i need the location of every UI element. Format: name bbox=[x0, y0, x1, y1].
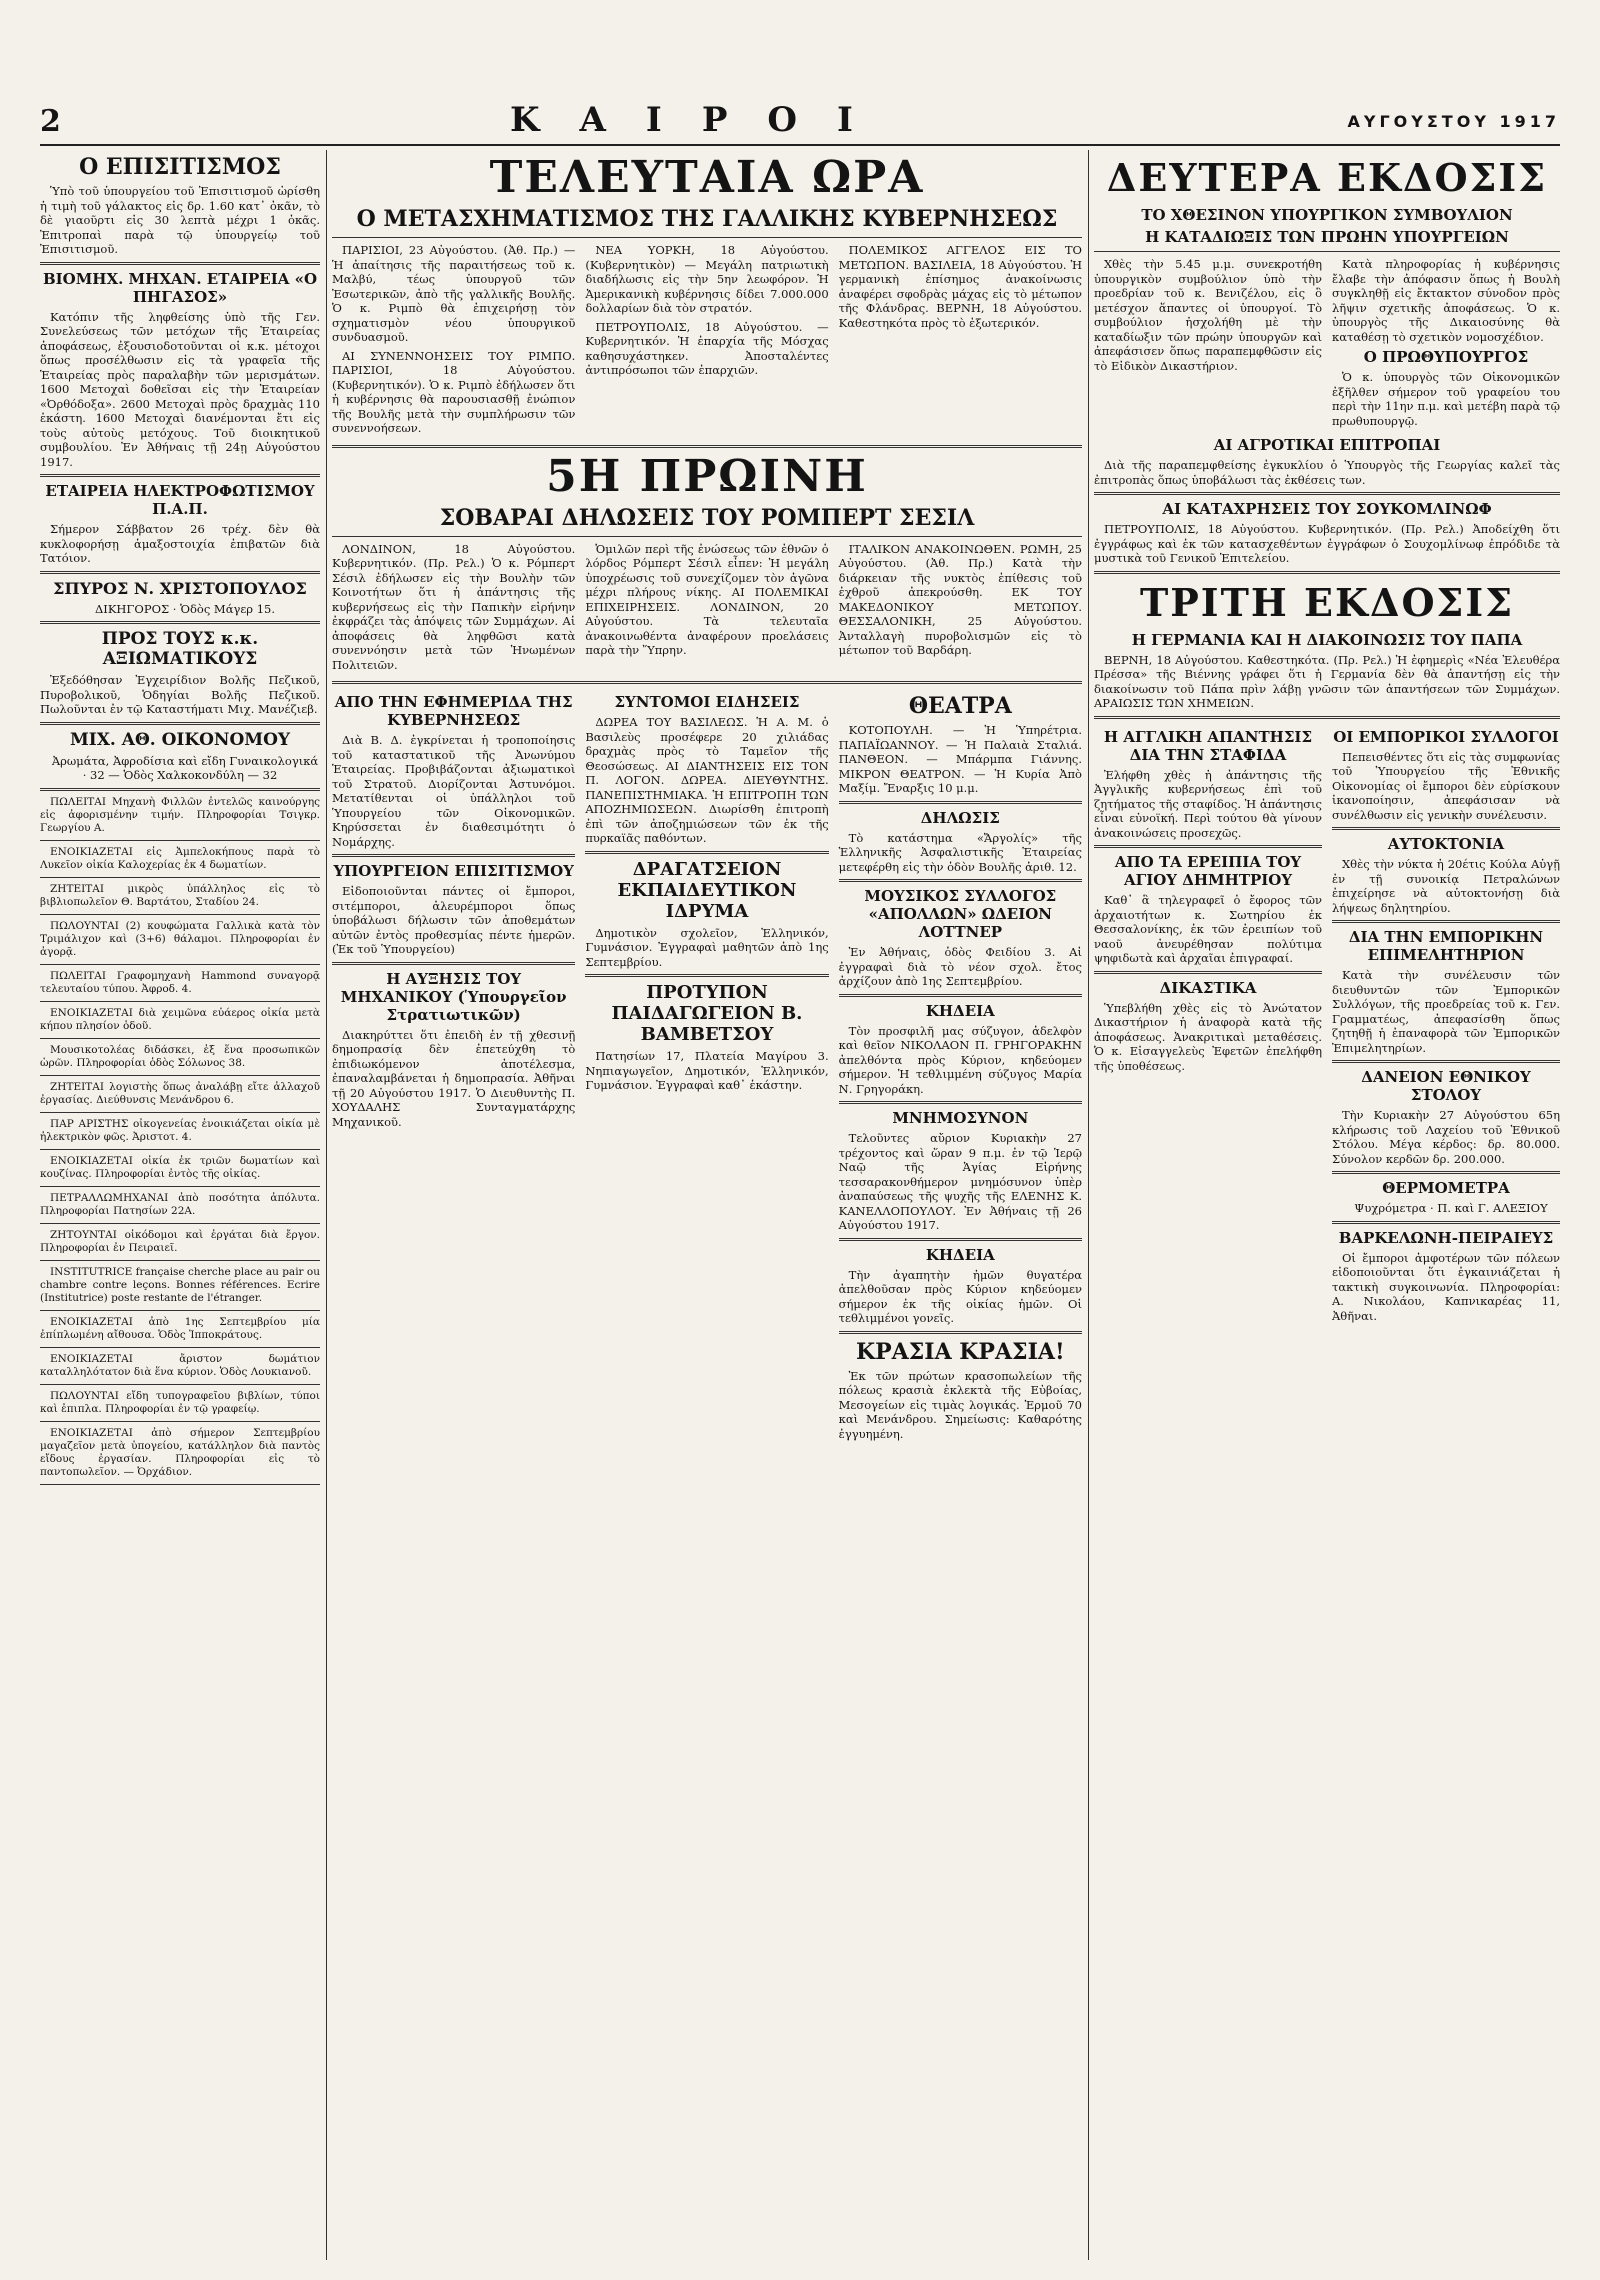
news-block-4 bbox=[1094, 724, 1560, 1328]
column-right bbox=[1094, 150, 1560, 1327]
heading-emporikoi: ΟΙ ΕΜΠΟΡΙΚΟΙ ΣΥΛΛΟΓΟΙ bbox=[1333, 727, 1559, 746]
divider bbox=[40, 1484, 320, 1485]
text-dikastika: Ὑπεβλήθη χθὲς εἰς τὸ Ἀνώτατον Δικαστήριον ἡ ἀναφορὰ κατὰ τῆς ἀποφάσεως. Ἀνακριτικαὶ μεταθέσεις. Ὁ κ. Εἰσαγγελεὺς Ἐφετῶν ἐπελήφθη τῆς ὑποθέσεως. bbox=[1094, 1000, 1322, 1073]
divider bbox=[332, 681, 1082, 684]
text-efimeris: Διὰ Β. Δ. ἐγκρίνεται ἡ τροποποίησις τοῦ καταστατικοῦ τῆς Ἀνωνύμου Ἑταιρείας. Προβιβάζονται ἀξιωματικοὶ τοῦ Στρατοῦ. Διορίζονται Ἀστυνόμοι. Μετατίθενται οἱ ὑπάλληλοι τοῦ Ὑπουργείου τῶν Οἰκονομικῶν. Κηρύσσεται ἐν διαθεσιμότητι ὁ Νομάρχης. bbox=[332, 733, 576, 849]
heading-kideia-2: ΚΗΔΕΙΑ bbox=[925, 1245, 995, 1264]
heading-episitismos: Ο ΕΠΙΣΙΤΙΣΜΟΣ bbox=[79, 154, 281, 180]
headline-triti-ekdosis: ΤΡΙΤΗ ΕΚΔΟΣΙΣ bbox=[1139, 579, 1515, 625]
divider bbox=[1332, 1171, 1560, 1174]
text-mixanikon: Διακηρύττει ὅτι ἐπειδὴ ἐν τῇ χθεσινῇ δημοπρασίᾳ δὲν ἐπετεύχθη τὸ ἐπιδιωκόμενον ἀποτέλεσμα, ἐπαναλαμβάνεται ἡ δημοπρασία. Ἀθῆναι τῇ 20 Αὐγούστου 1917. Ὁ Διευθυντὴς Π. ΧΟΥΔΑΛΗΣ Συνταγματάρχης Μηχανικοῦ. bbox=[332, 1027, 576, 1129]
lower-center-columns bbox=[332, 689, 1082, 1445]
text-soukomlinof: ΠΕΤΡΟΥΠΟΛΙΣ, 18 Αὐγούστου. Κυβερνητικόν. (Πρ. Ρελ.) Ἀποδείχθη ὅτι ἐγγράφως καὶ ἐκ τῶν κατασχεθέντων ἐγγράφων ὁ Σουχομλίνωφ ἐπρόδιδε τὰ μυστικὰ τοῦ Γενικοῦ Ἐπιτελείου. bbox=[1094, 522, 1560, 565]
text-prothypourgos: Ὁ κ. ὑπουργὸς τῶν Οἰκονομικῶν ἐξῆλθεν σήμερον τοῦ γραφείου του περὶ τὴν 11ην π.μ. καὶ μετέβη παρὰ τῷ πρωθυπουργῷ. bbox=[1332, 370, 1560, 428]
column-center bbox=[332, 150, 1082, 1445]
divider bbox=[839, 994, 1082, 997]
news-block-3 bbox=[1094, 257, 1560, 432]
heading-dikastika: ΔΙΚΑΣΤΙΚΑ bbox=[1159, 978, 1257, 997]
classified-ad: ΠΩΛΕΙΤΑΙ Μηχανὴ Φιλλῶν ἐντελῶς καινούργης εἰς ἀφορισμένην τιμήν. Πληροφορίαι Τσιγκρ. Γεωργίου Α. bbox=[40, 795, 320, 834]
heading-dilosis: ΔΗΛΩΣΙΣ bbox=[920, 808, 1000, 827]
heading-soukomlinof: ΑΙ ΚΑΤΑΧΡΗΣΕΙΣ ΤΟΥ ΣΟΥΚΟΜΛΙΝΩΦ bbox=[1162, 500, 1492, 518]
headline-proini: 5Η ΠΡΩΙΝΗ bbox=[546, 450, 868, 502]
heading-dragatseion: ΔΡΑΓΑΤΣΕΙΟΝ ΕΚΠΑΙΔΕΥΤΙΚΟΝ ΙΔΡΥΜΑ bbox=[617, 858, 797, 922]
text-ypourgeio-epis: Εἰδοποιοῦνται πάντες οἱ ἔμποροι, σιτέμποροι, ἀλευρέμποροι ὅπως ὑποβάλωσι δήλωσιν τῶν ἀποθεμάτων αὐτῶν ἐντὸς προθεσμίας πέντε ἡμερῶν. (Ἐκ τοῦ Ὑπουργείου) bbox=[332, 884, 576, 956]
divider bbox=[40, 914, 320, 915]
news-petroupolis: ΠΕΤΡΟΥΠΟΛΙΣ, 18 Αὐγούστου. — Κυβερνητικόν. Ἡ ἐπαρχία τῆς Μόσχας καθησυχάστηκεν. Ἀποσταλέντες ἀντιπρόσωποι τῶν ἐπαρχιῶν. bbox=[585, 319, 829, 377]
divider bbox=[1094, 492, 1560, 495]
divider bbox=[40, 722, 320, 725]
divider bbox=[332, 962, 575, 965]
divider bbox=[839, 879, 1082, 882]
heading-theatra: ΘΕΑΤΡΑ bbox=[908, 693, 1012, 719]
classified-ad: ΕΝΟΙΚΙΑΖΕΤΑΙ οἰκία ἐκ τριῶν δωματίων καὶ κουζίνας. Πληροφορίαι ἐντὸς τῆς οἰκίας. bbox=[40, 1154, 320, 1180]
news-italy-macedonia: ΙΤΑΛΙΚΟΝ ΑΝΑΚΟΙΝΩΘΕΝ. ΡΩΜΗ, 25 Αὐγούστου. (Ἀθ. Πρ.) Κατὰ τὴν διάρκειαν τῆς νυκτὸς ἐπίθεσις τοῦ ἐχθροῦ ἀπεκρούσθη. ΕΚ ΤΟΥ ΜΑΚΕΔΟΝΙΚΟΥ ΜΕΤΩΠΟΥ. ΘΕΣΣΑΛΟΝΙΚΗ, 25 Αὐγούστου. Ἀνταλλαγὴ πυροβολισμῶν εἰς τὸ μέτωπον τοῦ Βαρδάρη. bbox=[838, 541, 1082, 657]
text-spyros: ΔΙΚΗΓΟΡΟΣ · Ὁδὸς Μάγερ 15. bbox=[94, 601, 276, 616]
heading-efimeris: ΑΠΟ ΤΗΝ ΕΦΗΜΕΡΙΔΑ ΤΗΣ ΚΥΒΕΡΝΗΣΕΩΣ bbox=[334, 693, 573, 729]
divider bbox=[40, 1223, 320, 1224]
text-aksiomatikous: Ἐξεδόθησαν Ἐγχειρίδιον Βολῆς Πεζικοῦ, Πυροβολικοῦ, Ὁδηγίαι Βολῆς Πεζικοῦ. Πωλοῦνται ἐν τῷ Καταστήματι Μιχ. Μανέζιεβ. bbox=[40, 673, 320, 716]
headline-teleutaia-ora: ΤΕΛΕΥΤΑΙΑ ΩΡΑ bbox=[489, 152, 925, 203]
text-emporiko-epimelitirio: Κατὰ τὴν συνέλευσιν τῶν διευθυντῶν τῶν Ἐμπορικῶν Συλλόγων, τῆς προεδρείας τοῦ κ. Γεν. Γραμματέως, ἀπεφασίσθη ὅπως ζητηθῇ ἡ ἐπαναφορὰ τῶν Ἐμπορικῶν Ἐπιμελητηρίων. bbox=[1332, 968, 1560, 1055]
divider bbox=[839, 1331, 1082, 1334]
classified-ad: ΠΑΡ ΑΡΙΣΤΗΣ οἰκογενείας ἐνοικιάζεται οἰκία μὲ ἠλεκτρικὸν φῶς. Ἀριστοτ. 4. bbox=[40, 1117, 320, 1143]
heading-daneion: ΔΑΝΕΙΟΝ ΕΘΝΙΚΟΥ ΣΤΟΛΟΥ bbox=[1361, 1068, 1531, 1104]
subheading-metasximatismos: Ο ΜΕΤΑΣΧΗΜΑΤΙΣΜΟΣ ΤΗΣ ΓΑΛΛΙΚΗΣ ΚΥΒΕΡΝΗΣΕΩΣ bbox=[356, 206, 1058, 232]
divider bbox=[839, 801, 1082, 804]
text-viomixania: Κατόπιν τῆς ληφθείσης ὑπὸ τῆς Γεν. Συνελεύσεως τῶν μετόχων τῆς Ἑταιρείας ἀποφάσεως, ἐξουσιοδοτοῦνται οἱ κ.κ. μέτοχοι ὅπως προσέλθωσιν εἰς τὰ γραφεῖα τῆς Ἑταιρείας πρὸς παραλαβὴν τῶν μερισμάτων. 1600 Μετοχαὶ δοθεῖσαι εἰς τὴν Ἑταιρείαν «Ὀρθόδοξα». 2600 Μετοχαὶ πρὸς δραχμὰς 110 ἑκάστη. 1600 Μετοχαὶ διανέμονται ἔτι εἰς τοὺς αὐτοὺς μετόχους. Τοῦ διοικητικοῦ συμβουλίου. Ἐν Ἀθήναις τῇ 24ῃ Αὐγούστου 1917. bbox=[40, 309, 320, 469]
heading-viomixania: ΒΙΟΜΗΧ. ΜΗΧΑΝ. ΕΤΑΙΡΕΙΑ «Ο ΠΗΓΑΣΟΣ» bbox=[42, 269, 318, 306]
divider bbox=[40, 1260, 320, 1261]
text-symvoulio: Χθὲς τὴν 5.45 μ.μ. συνεκροτήθη ὑπουργικὸν συμβούλιον ὑπὸ τὴν προεδρίαν τοῦ κ. Βενιζέλου, εἰς ὃ μετέσχον ἅπαντες οἱ ὑπουργοί. Τὸ συμβούλιον ἠσχολήθη μὲ τὴν καταδίωξιν τῶν πρώην ὑπουργῶν καὶ ἀπεφάσισεν ὅπως παραπεμφθῶσιν εἰς τὸ Εἰδικὸν Δικαστήριον. bbox=[1094, 257, 1322, 373]
heading-oikonomou: ΜΙΧ. ΑΘ. ΟΙΚΟΝΟΜΟΥ bbox=[69, 729, 291, 750]
subheading-ypourgiko: ΤΟ ΧΘΕΣΙΝΟΝ ΥΠΟΥΡΓΙΚΟΝ ΣΥΜΒΟΥΛΙΟΝ bbox=[1141, 206, 1513, 224]
news-sesil-speech: Ὁμιλῶν περὶ τῆς ἐνώσεως τῶν ἐθνῶν ὁ λόρδος Ρόμπερτ Σέσιλ εἶπεν: Ἡ μεγάλη ὑποχρέωσις τοῦ συνεχίζομεν τὸν ἀγῶνα μέχρι πλήρους νίκης. ΑΙ ΠΟΛΕΜΙΚΑΙ ΕΠΙΧΕΙΡΗΣΕΙΣ. ΛΟΝΔΙΝΟΝ, 20 Αὐγούστου. Τὰ τελευταῖα ἀνακοινωθέντα ἀναφέρουν προελάσεις παρὰ τὴν Ὕπρην. bbox=[585, 541, 829, 657]
heading-aksiomatikous: ΠΡΟΣ ΤΟΥΣ κ.κ. ΑΞΙΩΜΑΤΙΚΟΥΣ bbox=[101, 629, 259, 669]
classified-ad: ΕΝΟΙΚΙΑΖΕΤΑΙ ἀπὸ σήμερον Σεπτεμβρίου μαγαζεῖον μετὰ ὑπογείου, κατάλληλον διὰ παντὸς εἴδους ἐργασίαν. Πληροφορίαι εἰς τὸ παντοπωλεῖον. — Ὀρχάδιον. bbox=[40, 1426, 320, 1478]
heading-mnimosynon: ΜΝΗΜΟΣΥΝΟΝ bbox=[892, 1109, 1029, 1127]
divider bbox=[40, 788, 320, 791]
text-ereipia: Καθ᾽ ἃ τηλεγραφεῖ ὁ ἔφορος τῶν ἀρχαιοτήτων κ. Σωτηρίου ἐκ Θεσσαλονίκης, ἐκ τῶν ἐρειπίων τοῦ ναοῦ ἀνευρέθησαν πολύτιμα ψηφιδωτὰ καὶ ἀρχαῖαι ἐπιγραφαί. bbox=[1094, 893, 1322, 965]
divider bbox=[40, 474, 320, 477]
column-rule bbox=[326, 150, 327, 2260]
classified-ad: ΠΩΛΟΥΝΤΑΙ εἴδη τυπογραφεῖου βιβλίων, τύποι καὶ ἐπιπλα. Πληροφορίαι ἐν τῷ γραφείῳ. bbox=[40, 1389, 320, 1415]
divider bbox=[1332, 827, 1560, 830]
divider bbox=[1332, 1221, 1560, 1224]
classified-ad: ΖΗΤΟΥΝΤΑΙ οἰκόδομοι καὶ ἐργάται διὰ ἔργον. Πληροφορίαι ἐν Πειραιεῖ. bbox=[40, 1228, 320, 1254]
divider bbox=[839, 1238, 1082, 1241]
subheading-germania-papas: Η ΓΕΡΜΑΝΙΑ ΚΑΙ Η ΔΙΑΚΟΙΝΩΣΙΣ ΤΟΥ ΠΑΠΑ bbox=[1131, 630, 1523, 649]
text-agrotikai: Διὰ τῆς παραπεμφθείσης ἐγκυκλίου ὁ Ὑπουργὸς τῆς Γεωργίας καλεῖ τὰς ἐπιτροπὰς ὅπως ὑποβάλωσι τὰς ἐκθέσεις των. bbox=[1094, 458, 1560, 487]
divider bbox=[1332, 920, 1560, 923]
divider bbox=[40, 571, 320, 574]
text-paidagogeion: Πατησίων 17, Πλατεία Μαγίρου 3. Νηπιαγωγεῖον, Δημοτικόν, Ἑλληνικόν, Γυμνάσιον. Ἐγγραφαὶ καθ᾽ ἑκάστην. bbox=[585, 1049, 829, 1092]
page-number: 2 bbox=[40, 104, 61, 139]
divider bbox=[40, 1075, 320, 1076]
divider bbox=[332, 536, 1082, 537]
classified-ad: ΕΝΟΙΚΙΑΖΕΤΑΙ εἰς Ἀμπελοκήπους παρὰ τὸ Λυκεῖον οἰκία Καλοχερίας ἐκ 4 δωματίων. bbox=[40, 845, 320, 871]
divider bbox=[839, 1101, 1082, 1104]
subheading-katadioxis: Η ΚΑΤΑΔΙΩΞΙΣ ΤΩΝ ΠΡΩΗΝ ΥΠΟΥΡΓΕΙΩΝ bbox=[1145, 228, 1509, 246]
heading-etaireia: ΕΤΑΙΡΕΙΑ ΗΛΕΚΤΡΟΦΩΤΙΣΜΟΥ Π.Α.Π. bbox=[45, 482, 315, 518]
heading-emporiko-epimelitirio: ΔΙΑ ΤΗΝ ΕΜΠΟΡΙΚΗΝ ΕΠΙΜΕΛΗΤΗΡΙΟΝ bbox=[1348, 928, 1544, 964]
classified-ad: ΕΝΟΙΚΙΑΖΕΤΑΙ ἄριστον δωμάτιον καταλληλότατον διὰ ἕνα κύριον. Ὁδὸς Λουκιανοῦ. bbox=[40, 1352, 320, 1378]
text-emporikoi: Πεπεισθέντες ὅτι εἰς τὰς συμφωνίας τοῦ Ὑπουργείου τῆς Ἐθνικῆς Οἰκονομίας οἱ ἔμποροι δὲν εὑρίσκουν ἱκανοποίησιν, ἀπεφάσισαν νὰ συνέλθωσιν εἰς γενικὴν συνέλευσιν. bbox=[1332, 749, 1560, 822]
text-kideia-2: Τὴν ἀγαπητὴν ἡμῶν θυγατέρα ἀπελθοῦσαν πρὸς Κύριον κηδεύομεν σήμερον ἐκ τῆς οἰκίας ἡμῶν. Οἱ τεθλιμμένοι γονεῖς. bbox=[838, 1267, 1082, 1325]
text-mnimosynon: Τελοῦντες αὔριον Κυριακὴν 27 τρέχοντος καὶ ὥραν 9 π.μ. ἐν τῷ Ἱερῷ Ναῷ τῆς Ἁγίας Εἰρήνης τεσσαρακονθήμερον μνημόσυνον ὑπὲρ ἀναπαύσεως τῆς ψυχῆς τῆς ΕΛΕΝΗΣ Κ. ΚΑΝΕΛΛΟΠΟΥΛΟΥ. Ἐν Ἀθήναις τῇ 26 Αὐγούστου 1917. bbox=[838, 1131, 1082, 1232]
classified-ad: ΠΩΛΟΥΝΤΑΙ (2) κουφώματα Γαλλικὰ κατὰ τὸν Τριμάλιχον καὶ (3+6) θάλαμοι. Πληροφορίαι ἐν ἀγορᾷ. bbox=[40, 919, 320, 958]
column-left bbox=[40, 150, 320, 1490]
text-germania-papas: ΒΕΡΝΗ, 18 Αὐγούστου. Καθεστηκότα. (Πρ. Ρελ.) Ἡ ἐφημερὶς «Νέα Ἐλευθέρα Πρέσσα» τῆς Βιέννης γράφει ὅτι ἡ Γερμανία δὲν θὰ ἀπαντήσῃ εἰς τὴν διακοίνωσιν τοῦ Πάπα πρὶν λάβῃ γνῶσιν τῶν ἀπαντήσεων τῶν Συμμάχων. ΑΡΑΙΩΣΙΣ ΤΩΝ ΧΗΜΕΙΩΝ. bbox=[1094, 652, 1560, 710]
text-kideia-1: Τὸν προσφιλῆ μας σύζυγον, ἀδελφὸν καὶ θεῖον ΝΙΚΟΛΑΟΝ Π. ΓΡΗΓΟΡΑΚΗΝ ἀπελθόντα πρὸς Κύριον, κηδεύομεν σήμερον. Ἡ τεθλιμμένη σύζυγος Μαρία Ν. Γρηγοράκη. bbox=[838, 1023, 1082, 1096]
classified-ad: ΕΝΟΙΚΙΑΖΕΤΑΙ διὰ χειμῶνα εὐάερος οἰκία μετὰ κήπου πλησίον ὁδοῦ. bbox=[40, 1006, 320, 1032]
text-dilosis: Τὸ κατάστημα «Ἄργολίς» τῆς Ἑλληνικῆς Ἀσφαλιστικῆς Ἑταιρείας μετεφέρθη εἰς τὴν ὁδὸν Βουλῆς ἀριθ. 12. bbox=[838, 830, 1082, 874]
heading-prothypourgos: Ο ΠΡΩΘΥΠΟΥΡΓΟΣ bbox=[1363, 348, 1529, 366]
classified-ad: INSTITUTRICE française cherche place au pair ou chambre contre leçons. Bonnes références. Ecrire (Institutrice) poste restante de l'étranger. bbox=[40, 1265, 320, 1304]
divider bbox=[1094, 716, 1560, 719]
classifieds-list bbox=[40, 796, 320, 1485]
classified-ad: ΖΗΤΕΙΤΑΙ μικρὸς ὑπάλληλος εἰς τὸ βιβλιοπωλεῖον Θ. Βαρτάτου, Σταδίου 24. bbox=[40, 882, 320, 908]
divider bbox=[40, 262, 320, 265]
divider bbox=[1094, 971, 1322, 974]
classified-ad: ΠΩΛΕΙΤΑΙ Γραφομηχανὴ Hammond συναγορᾷ τελευταίου τύπου. Ἀφροδ. 4. bbox=[40, 969, 320, 995]
text-barkeloni: Οἱ ἔμποροι ἀμφοτέρων τῶν πόλεων εἰδοποιοῦνται ὅτι ἐγκαινιάζεται ἡ τακτικὴ συγκοινωνία. Πληροφορίαι: Α. Νικολάου, Καπνικαρέας 11, Ἀθῆναι. bbox=[1332, 1250, 1560, 1323]
divider bbox=[40, 1186, 320, 1187]
text-etaireia: Σήμερον Σάββατον 26 τρέχ. δὲν θὰ κυκλοφορήσῃ ἁμαξοστοιχία ἐπιβατῶν διὰ Τατόιον. bbox=[40, 522, 320, 565]
text-theatra: ΚΟΤΟΠΟΥΛΗ. — Ἡ Ὑπηρέτρια. ΠΑΠΑΪΩΑΝΝΟΥ. — Ἡ Παλαιὰ Σταλιά. ΠΑΝΘΕΟΝ. — Μπάρμπα Γιάννης. ΜΙΚΡΟΝ ΘΕΑΤΡΟΝ. — Ἡ Κυρία Ἀπὸ Μαξίμ. Ἔναρξις 10 μ.μ. bbox=[838, 723, 1082, 795]
text-krasia: Ἐκ τῶν πρώτων κρασοπωλείων τῆς πόλεως κρασιὰ ἐκλεκτὰ τῆς Εὐβοίας, Μεσογείων εἰς τιμὰς λογικάς. Ἑρμοῦ 70 καὶ Μενάνδρου. Σημείωσις: Καθαρότης ἐγγυημένη. bbox=[838, 1368, 1082, 1441]
heading-thermometra: ΘΕΡΜΟΜΕΤΡΑ bbox=[1382, 1179, 1510, 1197]
headline-deutera-ekdosis: ΔΕΥΤΕΡΑ ΕΚΔΟΣΙΣ bbox=[1106, 155, 1548, 200]
heading-staphida: Η ΑΓΓΛΙΚΗ ΑΠΑΝΤΗΣΙΣ ΔΙΑ ΤΗΝ ΣΤΑΦΙΔΑ bbox=[1103, 727, 1313, 764]
news-paris: ΠΑΡΙΣΙΟΙ, 23 Αὐγούστου. (Ἀθ. Πρ.) — Ἡ ἀπαίτησις τῆς παραιτήσεως τοῦ κ. Μαλβύ, τέως ὑπουργοῦ τῶν Ἐσωτερικῶν, ἀπὸ τῆς γαλλικῆς Βουλῆς. Ὁ κ. Ριμπὸ θὰ ἐπιχειρήσῃ τὸν σχηματισμὸν νέου ὑπουργικοῦ συνδυασμοῦ. bbox=[332, 243, 576, 344]
heading-autoktonia: ΑΥΤΟΚΤΟΝΙΑ bbox=[1387, 835, 1505, 853]
heading-krasia: ΚΡΑΣΙΑ ΚΡΑΣΙΑ! bbox=[856, 1338, 1065, 1365]
divider bbox=[40, 1347, 320, 1348]
text-staphida: Ἐλήφθη χθὲς ἡ ἀπάντησις τῆς Ἀγγλικῆς κυβερνήσεως ἐπὶ τοῦ ζητήματος τῆς σταφίδος. Ἡ ἀπάντησις εἶναι εὐνοϊκή. Περὶ τούτου θὰ γίνουν ἀνακοινώσεις προσεχῶς. bbox=[1094, 767, 1322, 840]
text-episitismos: Ὑπὸ τοῦ ὑπουργείου τοῦ Ἐπισιτισμοῦ ὡρίσθη ἡ τιμὴ τοῦ γάλακτος εἰς δρ. 1.60 κατ᾽ ὀκᾶν, τὸ δὲ γιαοῦρτι εἰς 30 λεπτὰ μέχρι 1 ὀκᾶς. Ἐπιτροπαὶ παρὰ τῷ ὑπουργείῳ τοῦ Ἐπισιτισμοῦ. bbox=[40, 184, 320, 256]
masthead-date: ΑΥΓΟΥΣΤΟΥ 1917 bbox=[1347, 112, 1560, 131]
divider bbox=[1094, 571, 1560, 574]
divider bbox=[332, 237, 1082, 238]
text-odeion: Ἐν Ἀθήναις, ὁδὸς Φειδίου 3. Αἱ ἐγγραφαὶ διὰ τὸ νέον σχολ. ἔτος ἀρχίζουν ἀπὸ 1ης Σεπτεμβρίου. bbox=[838, 945, 1082, 988]
divider bbox=[40, 1001, 320, 1002]
divider bbox=[40, 1384, 320, 1385]
text-daneion: Τὴν Κυριακὴν 27 Αὐγούστου 65η κλήρωσις τοῦ Λαχείου τοῦ Ἐθνικοῦ Στόλου. Μέγα κέρδος: δρ. 80.000. Σύνολον κερδῶν δρ. 200.000. bbox=[1332, 1108, 1560, 1166]
heading-odeion: ΜΟΥΣΙΚΟΣ ΣΥΛΛΟΓΟΣ «ΑΠΟΛΛΩΝ» ΩΔΕΙΟΝ ΛΟΤΤΝΕΡ bbox=[864, 887, 1057, 941]
divider bbox=[585, 974, 828, 977]
divider bbox=[40, 840, 320, 841]
heading-mixanikon: Η ΑΥΞΗΣΙΣ ΤΟΥ ΜΗΧΑΝΙΚΟΥ (Ὑπουργεῖον Στρατιωτικῶν) bbox=[340, 969, 567, 1024]
text-autoktonia: Χθὲς τὴν νύκτα ἡ 20έτις Κούλα Αὐγῇ ἐν τῇ συνοικίᾳ Πετραλώνων ἐπιχείρησε νὰ αὐτοκτονήσῃ διὰ λήψεως δηλητηρίου. bbox=[1332, 857, 1560, 915]
divider bbox=[40, 964, 320, 965]
text-thermometra: Ψυχρόμετρα · Π. καὶ Γ. ΑΛΕΞΙΟΥ bbox=[1354, 1201, 1548, 1215]
divider bbox=[1332, 1060, 1560, 1063]
divider bbox=[40, 1421, 320, 1422]
column-rule bbox=[1088, 150, 1089, 2260]
heading-syntomoi: ΣΥΝΤΟΜΟΙ ΕΙΔΗΣΕΙΣ bbox=[614, 693, 800, 711]
divider bbox=[332, 445, 1082, 448]
heading-spyros: ΣΠΥΡΟΣ Ν. ΧΡΙΣΤΟΠΟΥΛΟΣ bbox=[53, 578, 307, 598]
subheading-sesil: ΣΟΒΑΡΑΙ ΔΗΛΩΣΕΙΣ ΤΟΥ ΡΟΜΠΕΡΤ ΣΕΣΙΛ bbox=[439, 504, 975, 531]
classified-ad: ΕΝΟΙΚΙΑΖΕΤΑΙ ἀπὸ 1ης Σεπτεμβρίου μία ἐπίπλωμένη αἴθουσα. Ὁδὸς Ἱπποκράτους. bbox=[40, 1315, 320, 1341]
news-londino: ΛΟΝΔΙΝΟΝ, 18 Αὐγούστου. Κυβερνητικόν. (Πρ. Ρελ.) Ὁ κ. Ρόμπερτ Σέσιλ ἐδήλωσεν εἰς τὴν Βουλὴν τῶν Κοινοτήτων ὅτι ἡ ἀπάντησις τῆς κυβερνήσεως εἰς τὴν Παπικὴν εἰρήνην ἐκφράζει τὰς ἀπόψεις τῶν Συμμάχων. Αἱ ἀποφάσεις θὰ ληφθῶσι κατὰ συνεννόησιν μετὰ τῶν Ἡνωμένων Πολιτειῶν. bbox=[332, 541, 576, 672]
heading-ypourgeio-epis: ΥΠΟΥΡΓΕΙΟΝ ΕΠΙΣΙΤΙΣΜΟΥ bbox=[333, 862, 574, 880]
divider bbox=[585, 851, 828, 854]
news-vasileia: ΠΟΛΕΜΙΚΟΣ ΑΓΓΕΛΟΣ ΕΙΣ ΤΟ ΜΕΤΩΠΟΝ. ΒΑΣΙΛΕΙΑ, 18 Αὐγούστου. Ἡ γερμανικὴ ἐπίσημος ἀνακοίνωσις ἀναφέρει σφοδρὰς μάχας εἰς τὸ μέτωπον τῆς Φλάνδρας. ΒΕΡΝΗ, 18 Αὐγούστου. Καθεστηκότα πρὸς τὸ ἐξωτερικόν. bbox=[838, 243, 1082, 330]
divider bbox=[40, 621, 320, 624]
heading-agrotikai: ΑΙ ΑΓΡΟΤΙΚΑΙ ΕΠΙΤΡΟΠΑΙ bbox=[1213, 436, 1441, 454]
news-block-1 bbox=[332, 243, 1082, 440]
newspaper-logo: ΚΑΙΡΟΙ bbox=[510, 100, 893, 140]
news-block-2 bbox=[332, 542, 1082, 677]
text-vouli: Κατὰ πληροφορίας ἡ κυβέρνησις ἔλαβε τὴν ἀπόφασιν ὅπως ἡ Βουλὴ συγκληθῇ εἰς ἔκτακτον σύνοδον πρὸς λῆψιν σχετικῆς ἀποφάσεως. Ὁ κ. ὑπουργὸς τῆς Δικαιοσύνης θὰ καταθέσῃ τὸ σχετικὸν νομοσχέδιον. bbox=[1332, 257, 1560, 344]
masthead bbox=[40, 100, 1560, 146]
news-new-york: ΝΕΑ ΥΟΡΚΗ, 18 Αὐγούστου. (Κυβερνητικὸν) — Μεγάλη πατριωτικὴ διαδήλωσις εἰς τὴν 5ην λεωφόρον. Ἡ Ἀμερικανικὴ κυβέρνησις δίδει 7.000.000 δολλαρίων διὰ τὸν στρατόν. bbox=[585, 243, 829, 315]
divider bbox=[332, 854, 575, 857]
news-rimpo: ΑΙ ΣΥΝΕΝΝΟΗΣΕΙΣ ΤΟΥ ΡΙΜΠΟ. ΠΑΡΙΣΙΟΙ, 18 Αὐγούστου. (Κυβερνητικόν). Ὁ κ. Ριμπὸ ἐδήλωσεν ὅτι ἡ κυβέρνησις θὰ παρουσιασθῇ ἐνώπιον τῆς Βουλῆς μετὰ τὴν συμπλήρωσιν τῶν συνεννοήσεων. bbox=[332, 348, 576, 435]
divider bbox=[40, 1112, 320, 1113]
heading-ereipia: ΑΠΟ ΤΑ ΕΡΕΙΠΙΑ ΤΟΥ ΑΓΙΟΥ ΔΗΜΗΤΡΙΟΥ bbox=[1114, 853, 1302, 889]
divider bbox=[40, 1310, 320, 1311]
text-dragatseion: Δημοτικὸν σχολεῖον, Ἑλληνικόν, Γυμνάσιον. Ἐγγραφαὶ μαθητῶν ἀπὸ 1ης Σεπτεμβρίου. bbox=[585, 925, 829, 969]
classified-ad: ΖΗΤΕΙΤΑΙ λογιστὴς ὅπως ἀναλάβῃ εἴτε ἀλλαχοῦ ἐργασίας. Διεύθυνσις Μενάνδρου 6. bbox=[40, 1080, 320, 1106]
divider bbox=[40, 1038, 320, 1039]
divider bbox=[40, 877, 320, 878]
classified-ad: Μουσικοτολέας διδάσκει, ἐξ ἕνα προσωπικῶν ὡρῶν. Πληροφορίαι ὁδὸς Σόλωνος 38. bbox=[40, 1043, 320, 1069]
text-syntomoi: ΔΩΡΕΑ ΤΟΥ ΒΑΣΙΛΕΩΣ. Ἡ Α. Μ. ὁ Βασιλεὺς προσέφερε 20 χιλιάδας δραχμὰς πρὸς τὸ Ταμεῖον τῆς Θεοσώσεως. ΑΙ ΔΙΑΝΤΗΣΕΙΣ ΕΙΣ ΤΟΝ Π. ΛΟΓΟΝ. ΔΩΡΕΑ. ΔΙΕΥΘΥΝΤΗΣ. ΠΑΝΕΠΙΣΤΗΜΙΑΚΑ. Ἡ ΕΠΙΤΡΟΠΗ ΤΩΝ ΑΠΟΖΗΜΙΩΣΕΩΝ. Διωρίσθη ἐπιτροπὴ ἐπὶ τῶν ἀποζημιώσεων τῶν ἐκ τῆς πυρκαϊᾶς παθόντων. bbox=[585, 715, 829, 845]
divider bbox=[40, 1149, 320, 1150]
heading-barkeloni: ΒΑΡΚΕΛΩΝΗ-ΠΕΙΡΑΙΕΥΣ bbox=[1338, 1228, 1554, 1247]
classified-ad: ΠΕΤΡΑΛΛΩΜΗΧΑΝΑΙ ἀπὸ ποσότητα ἀπόλυτα. Πληροφορίαι Πατησίων 22Α. bbox=[40, 1191, 320, 1217]
divider bbox=[1094, 251, 1560, 252]
heading-paidagogeion: ΠΡΟΤΥΠΟΝ ΠΑΙΔΑΓΩΓΕΙΟΝ Β. ΒΑΜΒΕΤΣΟΥ bbox=[611, 982, 803, 1045]
divider bbox=[1094, 845, 1322, 848]
heading-kideia-1: ΚΗΔΕΙΑ bbox=[925, 1001, 995, 1020]
text-oikonomou: Ἀρωμάτα, Ἀφροδίσια καὶ εἴδη Γυναικολογικά · 32 — Ὁδὸς Χαλκοκονδύλη — 32 bbox=[51, 753, 319, 782]
